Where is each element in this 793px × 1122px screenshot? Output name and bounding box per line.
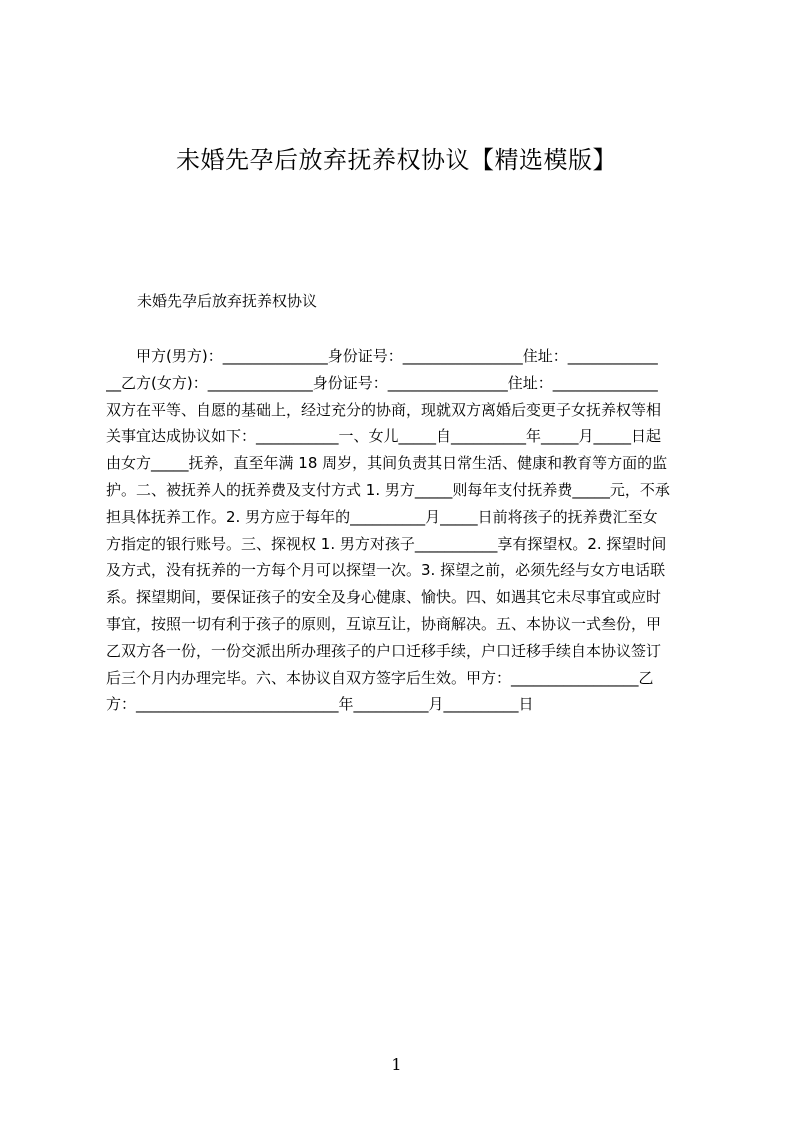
body-line: 护。二、被抚养人的抚养费及支付方式 1. 男方_____则每年支付抚养费_____元，不承 [106,480,670,499]
body-line: 及方式，没有抚养的一方每个月可以探望一次。3. 探望之前，必须先经与女方电话联 [106,561,666,580]
document-subtitle: 未婚先孕后放弃抚养权协议 [137,292,318,310]
body-line: 关事宜达成协议如下：___________一、女儿_____自__________年_____月_____日起 [106,427,662,446]
document-title: 未婚先孕后放弃抚养权协议【精选模版】 [176,146,617,174]
body-line: 乙双方各一份，一份交派出所办理孩子的户口迁移手续，户口迁移手续自本协议签订 [106,641,662,660]
body-line: 甲方(男方)：______________身份证号：________________住址：____________ [106,347,658,365]
body-line: 双方在平等、自愿的基础上，经过充分的协商，现就双方离婚后变更子女抚养权等相 [106,400,662,419]
body-line: 方指定的银行账号。三、探视权 1. 男方对孩子___________享有探望权。2. 探望时间 [106,534,667,553]
body-line: 担具体抚养工作。2. 男方应于每年的__________月_____日前将孩子的抚养费汇至女 [106,507,658,526]
body-line: 系。探望期间，要保证孩子的安全及身心健康、愉快。四、如遇其它未尽事宜或应时 [106,588,662,607]
body-line: 后三个月内办理完毕。六、本协议自双方签字后生效。甲方：_________________乙 [106,668,654,687]
body-line: 事宜，按照一切有利于孩子的原则，互谅互让，协商解决。五、本协议一式叁份，甲 [106,614,662,633]
body-line: __乙方(女方)：______________身份证号：________________住址：______________ [106,373,658,392]
page-number: 1 [391,1055,402,1074]
body-line: 方：___________________________年__________月__________日 [106,695,534,714]
body-line: 由女方_____抚养，直至年满 18 周岁，其间负责其日常生活、健康和教育等方面的监 [106,454,668,473]
agreement-body [106,343,698,718]
